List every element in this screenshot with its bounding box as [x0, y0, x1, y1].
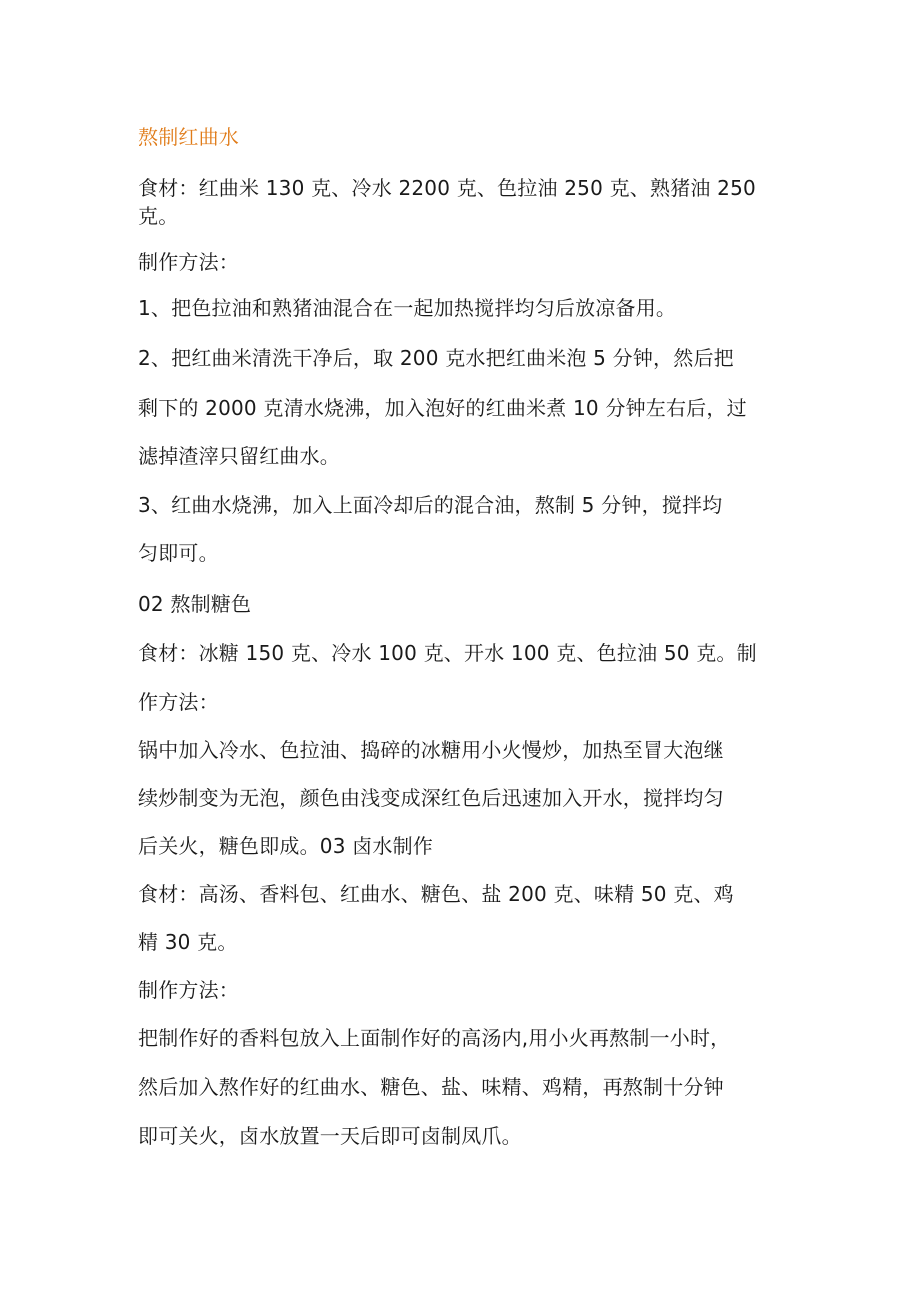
section1-step1: 1、把色拉油和熟猪油混合在一起加热搅拌均匀后放凉备用。 [138, 296, 677, 320]
section3-method-line2: 然后加入熬作好的红曲水、糖色、盐、味精、鸡精，再熬制十分钟 [138, 1075, 724, 1099]
section2-title: 02 熬制糖色 [138, 592, 252, 616]
section2-ingredients-line1: 食材：冰糖 150 克、冷水 100 克、开水 100 克、色拉油 50 克。制 [138, 641, 757, 665]
section1-ingredients-line2: 克。 [138, 204, 179, 228]
section1-title: 熬制红曲水 [138, 125, 239, 149]
section2-method-line2: 续炒制变为无泡，颜色由浅变成深红色后迅速加入开水，搅拌均匀 [138, 786, 724, 810]
section1-step3-line2: 匀即可。 [138, 541, 219, 565]
section1-method-heading: 制作方法： [138, 250, 239, 274]
section1-step3-line1: 3、红曲水烧沸，加入上面冷却后的混合油，熬制 5 分钟，搅拌均 [138, 493, 723, 517]
section3-ingredients-line2: 精 30 克。 [138, 930, 238, 954]
section2-method-line1: 锅中加入冷水、色拉油、捣碎的冰糖用小火慢炒，加热至冒大泡继 [138, 738, 724, 762]
section3-method-line3: 即可关火，卤水放置一天后即可卤制凤爪。 [138, 1124, 522, 1148]
section1-step2-line1: 2、把红曲米清洗干净后，取 200 克水把红曲米泡 5 分钟，然后把 [138, 346, 734, 370]
section1-ingredients-line1: 食材：红曲米 130 克、冷水 2200 克、色拉油 250 克、熟猪油 250 [138, 176, 756, 200]
section3-method-line1: 把制作好的香料包放入上面制作好的高汤内,用小火再熬制一小时， [138, 1026, 731, 1050]
section2-method-line3: 后关火，糖色即成。03 卤水制作 [138, 834, 434, 858]
section2-ingredients-line2: 作方法： [138, 690, 219, 714]
section1-step2-line3: 滤掉渣滓只留红曲水。 [138, 444, 340, 468]
section3-ingredients-line1: 食材：高汤、香料包、红曲水、糖色、盐 200 克、味精 50 克、鸡 [138, 882, 734, 906]
section1-step2-line2: 剩下的 2000 克清水烧沸，加入泡好的红曲米煮 10 分钟左右后，过 [138, 396, 747, 420]
section3-method-heading: 制作方法： [138, 978, 239, 1002]
